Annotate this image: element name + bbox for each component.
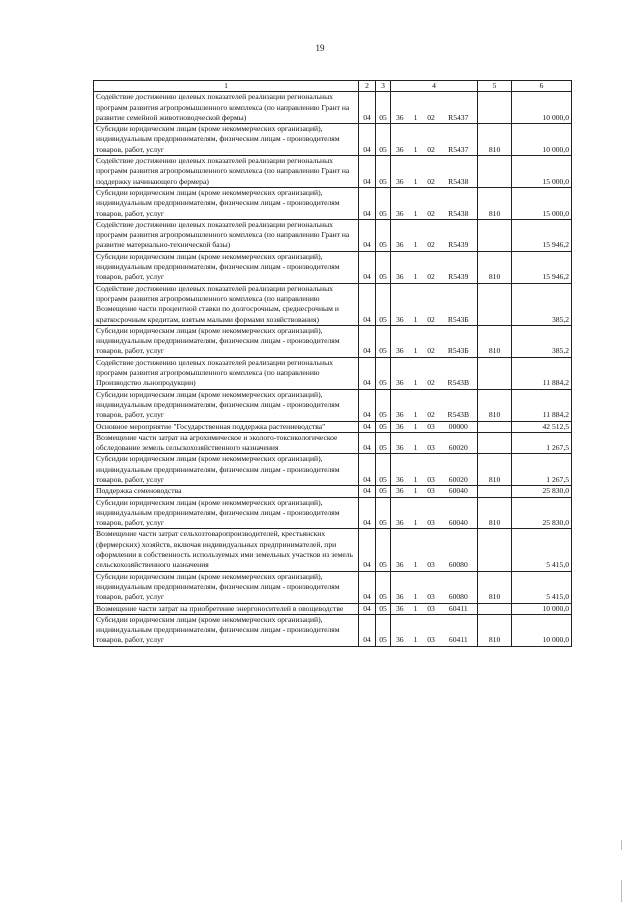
subprogram-code: 1 <box>409 614 423 646</box>
subprogram-code: 1 <box>409 432 423 454</box>
table-row <box>94 432 572 454</box>
row-name: Содействие достижению целевых показателей реализации региональных программ развития агропромышленного комплекса (по направлению Грант на развитие материально-технической базы) <box>94 219 359 251</box>
expense-type-code: 810 <box>478 571 512 603</box>
table-row <box>94 614 572 646</box>
table-row <box>94 124 572 156</box>
expense-type-code: 810 <box>478 124 512 156</box>
subprogram-code: 1 <box>409 283 423 325</box>
event-code: 02 <box>423 219 440 251</box>
expense-type-code <box>478 283 512 325</box>
table-row <box>94 219 572 251</box>
amount: 10 000,0 <box>512 92 572 124</box>
subsection-code: 05 <box>376 187 391 219</box>
subprogram-code: 1 <box>409 251 423 283</box>
program-code: 36 <box>391 486 409 497</box>
subsection-code: 05 <box>376 92 391 124</box>
subsection-code: 05 <box>376 325 391 357</box>
subprogram-code: 1 <box>409 92 423 124</box>
section-code: 04 <box>359 283 376 325</box>
table-row <box>94 571 572 603</box>
direction-code: 60040 <box>440 486 478 497</box>
amount: 10 000,0 <box>512 124 572 156</box>
program-code: 36 <box>391 432 409 454</box>
direction-code: R543В <box>440 357 478 389</box>
direction-code: 60040 <box>440 497 478 529</box>
subsection-code: 05 <box>376 497 391 529</box>
section-code: 04 <box>359 454 376 486</box>
row-name: Основное мероприятие "Государственная поддержка растениеводства" <box>94 421 359 432</box>
expense-type-code: 810 <box>478 614 512 646</box>
subsection-code: 05 <box>376 389 391 421</box>
direction-code: R5438 <box>440 187 478 219</box>
event-code: 03 <box>423 432 440 454</box>
row-name: Субсидии юридическим лицам (кроме некоммерческих организаций), индивидуальным предпринимателям, физическим лицам - производителям товаров, работ, услуг <box>94 497 359 529</box>
amount: 10 000,0 <box>512 614 572 646</box>
section-code: 04 <box>359 421 376 432</box>
subsection-code: 05 <box>376 283 391 325</box>
amount: 25 830,0 <box>512 497 572 529</box>
program-code: 36 <box>391 92 409 124</box>
expense-type-code: 810 <box>478 454 512 486</box>
event-code: 03 <box>423 421 440 432</box>
event-code: 02 <box>423 283 440 325</box>
direction-code: R543Б <box>440 283 478 325</box>
expense-type-code <box>478 92 512 124</box>
section-code: 04 <box>359 156 376 188</box>
table-row <box>94 389 572 421</box>
amount: 11 884,2 <box>512 389 572 421</box>
table-row <box>94 251 572 283</box>
event-code: 03 <box>423 497 440 529</box>
col-header-3: 3 <box>376 81 391 92</box>
section-code: 04 <box>359 571 376 603</box>
expense-type-code <box>478 421 512 432</box>
expense-type-code <box>478 603 512 614</box>
expense-type-code: 810 <box>478 389 512 421</box>
direction-code: R5439 <box>440 251 478 283</box>
table-row <box>94 486 572 497</box>
program-code: 36 <box>391 389 409 421</box>
expense-type-code: 810 <box>478 187 512 219</box>
section-code: 04 <box>359 92 376 124</box>
event-code: 02 <box>423 325 440 357</box>
program-code: 36 <box>391 283 409 325</box>
program-code: 36 <box>391 529 409 571</box>
row-name: Содействие достижению целевых показателей реализации региональных программ развития агропромышленного комплекса (по направлению Грант на поддержку начинающего фермера) <box>94 156 359 188</box>
direction-code: R5437 <box>440 124 478 156</box>
col-header-2: 2 <box>359 81 376 92</box>
row-name: Субсидии юридическим лицам (кроме некоммерческих организаций), индивидуальным предпринимателям, физическим лицам - производителям товаров, работ, услуг <box>94 389 359 421</box>
row-name: Содействие достижению целевых показателей реализации региональных программ развития агропромышленного комплекса (по направлению Возмещение части процентной ставки по долгосрочным, среднесрочным и краткосрочным кредитам, взятым малыми формами хозяйствования) <box>94 283 359 325</box>
row-name: Субсидии юридическим лицам (кроме некоммерческих организаций), индивидуальным предпринимателям, физическим лицам - производителям товаров, работ, услуг <box>94 454 359 486</box>
section-code: 04 <box>359 497 376 529</box>
program-code: 36 <box>391 603 409 614</box>
section-code: 04 <box>359 219 376 251</box>
row-name: Возмещение части затрат на приобретение энергоносителей в овощеводстве <box>94 603 359 614</box>
event-code: 03 <box>423 571 440 603</box>
direction-code: 60411 <box>440 603 478 614</box>
row-name: Возмещение части затрат сельхозтоваропроизводителей, крестьянских (фермерских) хозяйств, включая индивидуальных предпринимателей, при оформлении в собственность используемых ими земельных участков из земель сельскохозяйственного назначения <box>94 529 359 571</box>
event-code: 02 <box>423 389 440 421</box>
subprogram-code: 1 <box>409 124 423 156</box>
amount: 5 415,0 <box>512 571 572 603</box>
subsection-code: 05 <box>376 357 391 389</box>
section-code: 04 <box>359 389 376 421</box>
event-code: 03 <box>423 486 440 497</box>
subprogram-code: 1 <box>409 454 423 486</box>
direction-code: 60020 <box>440 432 478 454</box>
section-code: 04 <box>359 614 376 646</box>
subsection-code: 05 <box>376 251 391 283</box>
amount: 1 267,5 <box>512 432 572 454</box>
section-code: 04 <box>359 432 376 454</box>
table-row <box>94 187 572 219</box>
row-name: Субсидии юридическим лицам (кроме некоммерческих организаций), индивидуальным предпринимателям, физическим лицам - производителям товаров, работ, услуг <box>94 571 359 603</box>
direction-code: R5438 <box>440 156 478 188</box>
amount: 385,2 <box>512 283 572 325</box>
amount: 5 415,0 <box>512 529 572 571</box>
table-row <box>94 603 572 614</box>
row-name: Субсидии юридическим лицам (кроме некоммерческих организаций), индивидуальным предпринимателям, физическим лицам - производителям товаров, работ, услуг <box>94 325 359 357</box>
amount: 42 512,5 <box>512 421 572 432</box>
section-code: 04 <box>359 603 376 614</box>
subsection-code: 05 <box>376 529 391 571</box>
table-row <box>94 454 572 486</box>
row-name: Возмещение части затрат на агрохимическое и эколого-токсикологическое обследование земель сельскохозяйственного назначения <box>94 432 359 454</box>
direction-code: R5437 <box>440 92 478 124</box>
row-name: Содействие достижению целевых показателей реализации региональных программ развития агропромышленного комплекса (по направлению Производство льнопродукции) <box>94 357 359 389</box>
row-name: Субсидии юридическим лицам (кроме некоммерческих организаций), индивидуальным предпринимателям, физическим лицам - производителям товаров, работ, услуг <box>94 251 359 283</box>
subsection-code: 05 <box>376 486 391 497</box>
subprogram-code: 1 <box>409 571 423 603</box>
scan-mark <box>621 880 622 902</box>
direction-code: 60020 <box>440 454 478 486</box>
expense-type-code <box>478 486 512 497</box>
page-number: 19 <box>315 43 325 53</box>
event-code: 02 <box>423 251 440 283</box>
section-code: 04 <box>359 325 376 357</box>
direction-code: 60080 <box>440 529 478 571</box>
subprogram-code: 1 <box>409 219 423 251</box>
program-code: 36 <box>391 156 409 188</box>
subprogram-code: 1 <box>409 421 423 432</box>
direction-code: 60411 <box>440 614 478 646</box>
amount: 15 000,0 <box>512 156 572 188</box>
section-code: 04 <box>359 187 376 219</box>
col-header-1: 1 <box>94 81 359 92</box>
program-code: 36 <box>391 124 409 156</box>
subprogram-code: 1 <box>409 603 423 614</box>
expense-type-code <box>478 529 512 571</box>
program-code: 36 <box>391 497 409 529</box>
subsection-code: 05 <box>376 614 391 646</box>
amount: 11 884,2 <box>512 357 572 389</box>
subprogram-code: 1 <box>409 389 423 421</box>
subprogram-code: 1 <box>409 497 423 529</box>
subsection-code: 05 <box>376 603 391 614</box>
table-row <box>94 421 572 432</box>
event-code: 02 <box>423 124 440 156</box>
subprogram-code: 1 <box>409 486 423 497</box>
amount: 25 830,0 <box>512 486 572 497</box>
event-code: 03 <box>423 454 440 486</box>
subprogram-code: 1 <box>409 325 423 357</box>
subprogram-code: 1 <box>409 529 423 571</box>
amount: 15 000,0 <box>512 187 572 219</box>
program-code: 36 <box>391 251 409 283</box>
col-header-6: 6 <box>512 81 572 92</box>
row-name: Поддержка семеноводства <box>94 486 359 497</box>
table-row <box>94 92 572 124</box>
col-header-4: 4 <box>391 81 478 92</box>
direction-code: R543Б <box>440 325 478 357</box>
table-row <box>94 156 572 188</box>
program-code: 36 <box>391 357 409 389</box>
row-name: Субсидии юридическим лицам (кроме некоммерческих организаций), индивидуальным предпринимателям, физическим лицам - производителям товаров, работ, услуг <box>94 614 359 646</box>
section-code: 04 <box>359 486 376 497</box>
subprogram-code: 1 <box>409 357 423 389</box>
row-name: Субсидии юридическим лицам (кроме некоммерческих организаций), индивидуальным предпринимателям, физическим лицам - производителям товаров, работ, услуг <box>94 187 359 219</box>
event-code: 03 <box>423 529 440 571</box>
section-code: 04 <box>359 529 376 571</box>
direction-code: 60080 <box>440 571 478 603</box>
expense-type-code <box>478 219 512 251</box>
expense-type-code: 810 <box>478 251 512 283</box>
subsection-code: 05 <box>376 432 391 454</box>
direction-code: 00000 <box>440 421 478 432</box>
section-code: 04 <box>359 124 376 156</box>
row-name: Содействие достижению целевых показателей реализации региональных программ развития агропромышленного комплекса (по направлению Грант на развитие семейной животноводческой фермы) <box>94 92 359 124</box>
program-code: 36 <box>391 614 409 646</box>
expense-type-code <box>478 156 512 188</box>
expense-type-code: 810 <box>478 325 512 357</box>
program-code: 36 <box>391 421 409 432</box>
direction-code: R5439 <box>440 219 478 251</box>
event-code: 02 <box>423 92 440 124</box>
table-row <box>94 497 572 529</box>
subsection-code: 05 <box>376 571 391 603</box>
header-row <box>94 81 572 92</box>
table-row <box>94 529 572 571</box>
section-code: 04 <box>359 251 376 283</box>
table-row <box>94 357 572 389</box>
col-header-5: 5 <box>478 81 512 92</box>
event-code: 02 <box>423 156 440 188</box>
subsection-code: 05 <box>376 454 391 486</box>
program-code: 36 <box>391 571 409 603</box>
event-code: 02 <box>423 357 440 389</box>
table-row <box>94 325 572 357</box>
program-code: 36 <box>391 325 409 357</box>
event-code: 03 <box>423 614 440 646</box>
amount: 15 946,2 <box>512 251 572 283</box>
program-code: 36 <box>391 187 409 219</box>
row-name: Субсидии юридическим лицам (кроме некоммерческих организаций), индивидуальным предпринимателям, физическим лицам - производителям товаров, работ, услуг <box>94 124 359 156</box>
subsection-code: 05 <box>376 421 391 432</box>
amount: 385,2 <box>512 325 572 357</box>
subsection-code: 05 <box>376 124 391 156</box>
direction-code: R543В <box>440 389 478 421</box>
amount: 1 267,5 <box>512 454 572 486</box>
table-row <box>94 283 572 325</box>
expense-type-code: 810 <box>478 497 512 529</box>
scan-mark <box>621 840 622 850</box>
amount: 15 946,2 <box>512 219 572 251</box>
expense-type-code <box>478 357 512 389</box>
budget-table <box>93 80 572 647</box>
subsection-code: 05 <box>376 156 391 188</box>
amount: 10 000,0 <box>512 603 572 614</box>
subprogram-code: 1 <box>409 187 423 219</box>
subsection-code: 05 <box>376 219 391 251</box>
section-code: 04 <box>359 357 376 389</box>
program-code: 36 <box>391 454 409 486</box>
expense-type-code <box>478 432 512 454</box>
event-code: 03 <box>423 603 440 614</box>
program-code: 36 <box>391 219 409 251</box>
event-code: 02 <box>423 187 440 219</box>
subprogram-code: 1 <box>409 156 423 188</box>
